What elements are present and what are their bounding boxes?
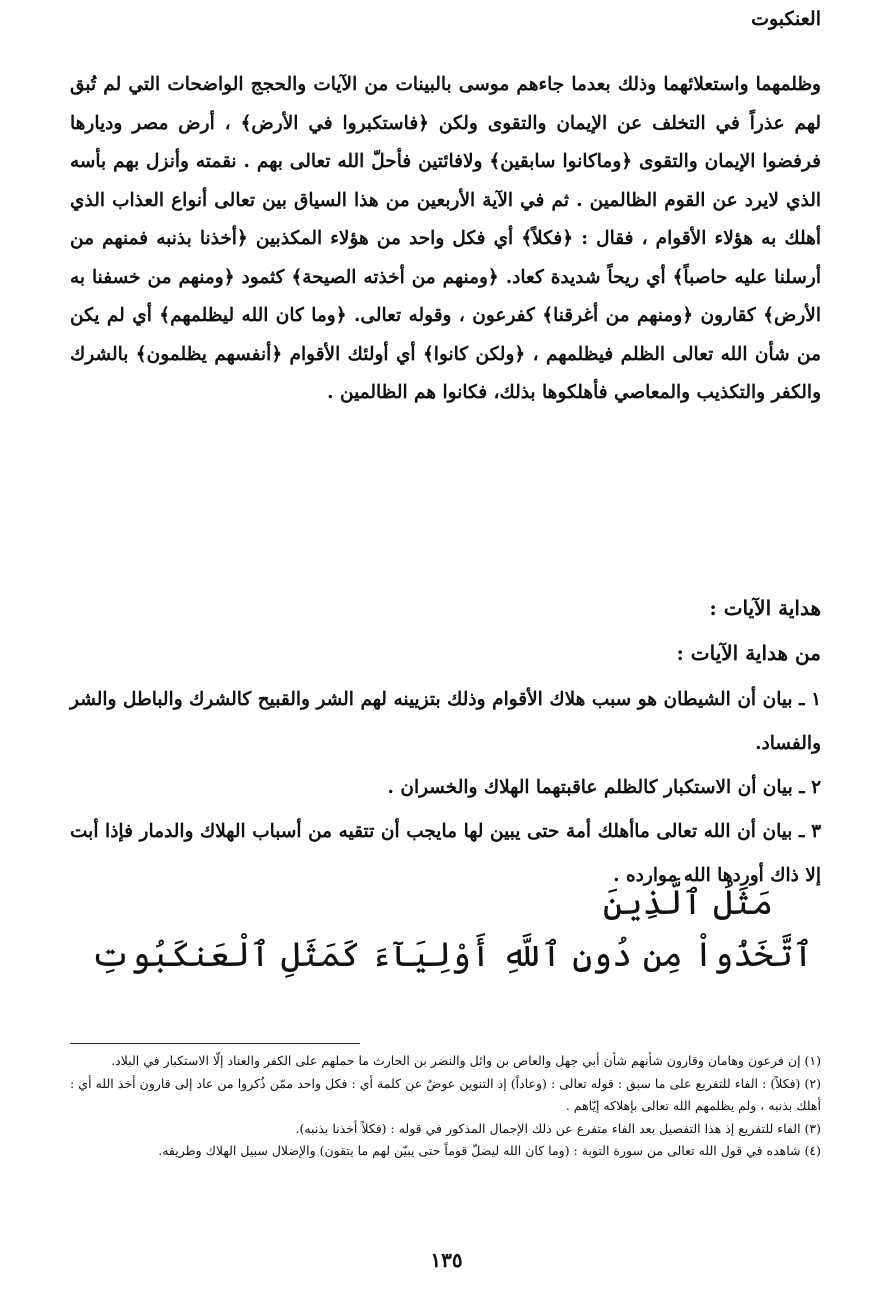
guidance-points [70, 678, 821, 898]
quran-calligraphy [80, 882, 813, 1002]
body-paragraph: وظلمهما واستعلائهما وذلك بعدما جاءهم موسى بالبينات من الآيات والحجج الواضحات التي لم تُبق لهم عذراً في التخلف عن الإيمان والتقوى ولكن ﴿فاستكبروا في الأرض﴾ ، أرض مصر وديارها فرفضوا الإيمان والتقوى ﴿وماكانوا سابقين﴾ ولافائتين فأحلّ الله تعالى بهم . نقمته وأنزل بهم بأسه الذي لايرد عن القوم الظالمين . ثم في الآية الأربعين من هذا السياق بين تعالى أنواع العذاب الذي أهلك به هؤلاء الأقوام ، فقال : ﴿فكلاً﴾ أي فكل واحد من هؤلاء المكذبين ﴿أخذنا بذنبه فمنهم من أرسلنا عليه حاصباً﴾ أي ريحاً شديدة كعاد. ﴿ومنهم من أخذته الصيحة﴾ كثمود ﴿ومنهم من خسفنا به الأرض﴾ كقارون ﴿ومنهم من أغرقنا﴾ كفرعون ، وقوله تعالى. ﴿وما كان الله ليظلمهم﴾ أي لم يكن من شأن الله تعالى الظلم فيظلمهم ، ﴿ولكن كانوا﴾ أي أولئك الأقوام ﴿أنفسهم يظلمون﴾ بالشرك والكفر والتكذيب والمعاصي فأهلكوها بذلك، فكانوا هم الظالمين . [70, 74, 821, 403]
footnote: (٢) (فكلاً) : الفاء للتفريع على ما سبق : قوله تعالى : (وعاداً) إذ التنوين عوضٌ عن كلمة أي : فكل واحد ممّن ذُكروا من عاد إلى قارون أخذ الله أي : أهلك بذنبه ، ولم يظلمهم الله تعالى بإهلاكه إيّاهم . [70, 1075, 821, 1113]
calligraphy-line-1: مَثَلُ ٱلَّذِينَ [602, 883, 773, 923]
guidance-point: ١ ـ بيان أن الشيطان هو سبب هلاك الأقوام وذلك بتزيينه لهم الشر والقبيح كالشرك والباطل والشر والفساد. [70, 689, 821, 754]
footnote: (١) إن فرعون وهامان وقارون شأنهم شأن أبي جهل والعاص بن وائل والنضر بن الحارث ما حملهم على الكفر والعناد إلّا الاستكبار في البلاد. [111, 1053, 821, 1068]
running-head: العنكبوت [751, 8, 821, 30]
guidance-point: ٣ ـ بيان أن الله تعالى ماأهلك أمة حتى يبين لها مايجب أن تتقيه من أسباب الهلاك والدمار فإذا أبت إلا ذاك أوردها الله موارده . [70, 821, 821, 886]
section-subtitle: من هداية الآيات : [676, 641, 821, 665]
section-title: هداية الآيات : [709, 596, 821, 620]
footnote: (٤) شاهده في قول الله تعالى من سورة التوبة : (وما كان الله ليضلّ قوماً حتى يبيّن لهم ما يتقون) والإضلال سبيل الهلاك وطريقه. [158, 1143, 821, 1158]
body-text [70, 66, 821, 413]
calligraphy-line-2: ٱتَّخَذُواْ مِن دُونِ ٱللَّهِ أَوْلِيَآءَ كَمَثَلِ ٱلْعَنكَبُوتِ [90, 935, 813, 975]
footnote-rule [70, 1043, 360, 1044]
guidance-point: ٢ ـ بيان أن الاستكبار كالظلم عاقبتهما الهلاك والخسران . [387, 777, 821, 798]
footnote: (٣) الفاء للتفريع إذ هذا التفصيل بعد الفاء متفرع عن ذلك الإجمال المذكور في قوله : (فكلاً أخذنا بذنبه). [295, 1120, 821, 1136]
footnotes [70, 1050, 821, 1163]
page-number: ١٣٥ [430, 1248, 463, 1272]
